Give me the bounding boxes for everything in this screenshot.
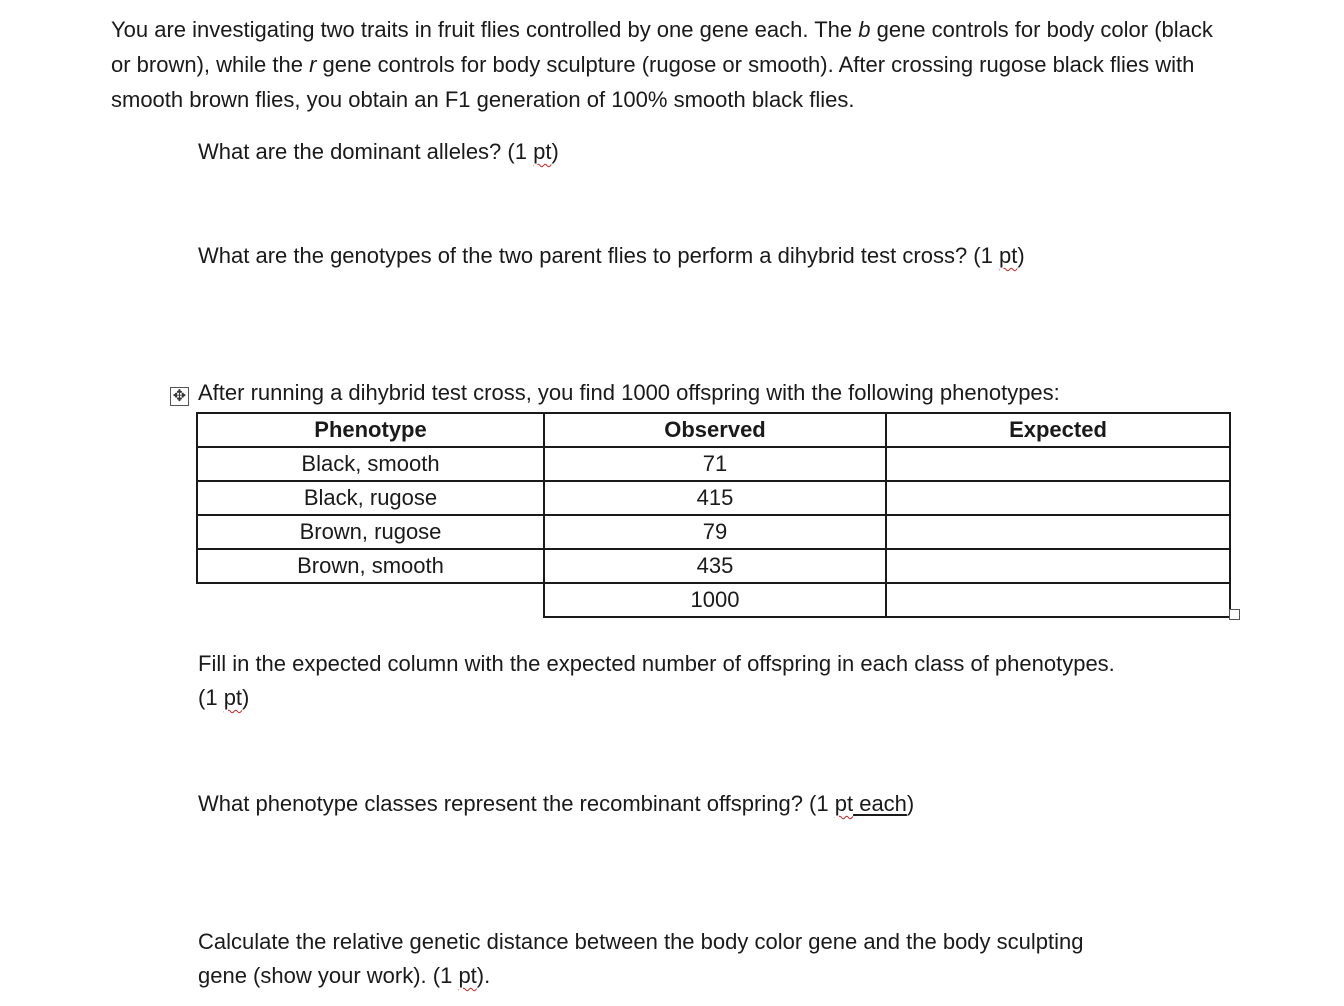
intro-paragraph — [111, 12, 1221, 117]
cell-phenotype: Black, rugose — [197, 481, 544, 515]
question-1-end: ) — [551, 139, 559, 164]
phenotype-table — [196, 412, 1231, 618]
question-5-end: ). — [476, 963, 491, 988]
intro-text-3: gene controls for body sculpture (rugose or smooth). After crossing rugose black flies with smooth brown flies, you obtain an F1 generation of 100% smooth black flies. — [111, 52, 1195, 112]
cell-observed: 79 — [544, 515, 886, 549]
question-expected-column — [198, 647, 1115, 715]
cell-phenotype: Black, smooth — [197, 447, 544, 481]
cell-observed: 415 — [544, 481, 886, 515]
question-4-text: What phenotype classes represent the recombinant offspring? (1 — [198, 791, 835, 816]
table-total-row — [197, 583, 1230, 617]
question-2-pt: pt — [998, 243, 1018, 268]
intro-text-2: gene controls for body color (black or brown), while the — [111, 17, 1213, 77]
table-intro: After running a dihybrid test cross, you find 1000 offspring with the following phenotypes: — [198, 380, 1060, 405]
question-2-text: What are the genotypes of the two parent flies to perform a dihybrid test cross? (1 — [198, 243, 999, 268]
move-arrows-icon[interactable]: ✥ — [170, 387, 189, 406]
header-expected: Expected — [886, 413, 1230, 447]
question-5-text: Calculate the relative genetic distance between the body color gene and the body sculpting — [198, 929, 1084, 954]
table-row — [197, 481, 1230, 515]
cell-phenotype: Brown, smooth — [197, 549, 544, 583]
question-4-pt: pt — [834, 791, 854, 816]
question-parent-genotypes — [198, 239, 1025, 273]
intro-text-1: You are investigating two traits in fruit flies controlled by one gene each. The — [111, 17, 859, 42]
cell-phenotype: Brown, rugose — [197, 515, 544, 549]
gene-b-label: b — [858, 17, 871, 42]
question-5-pt: pt — [458, 963, 477, 988]
table-header-row — [197, 413, 1230, 447]
question-1-text: What are the dominant alleles? (1 — [198, 139, 534, 164]
question-1-pt: pt — [533, 139, 552, 164]
cell-observed: 435 — [544, 549, 886, 583]
header-observed: Observed — [544, 413, 886, 447]
header-phenotype: Phenotype — [197, 413, 544, 447]
table-row — [197, 447, 1230, 481]
question-3-pt: pt — [223, 685, 243, 710]
question-5-text-2: gene (show your work). (1 — [198, 963, 459, 988]
cell-total-expected[interactable] — [886, 583, 1230, 617]
question-2-end: ) — [1017, 243, 1025, 268]
cell-expected[interactable] — [886, 549, 1230, 583]
resize-handle-icon[interactable] — [1229, 609, 1240, 620]
question-4-end: ) — [906, 791, 915, 816]
question-dominant-alleles — [198, 135, 559, 169]
question-recombinant-classes — [198, 787, 914, 821]
cell-expected[interactable] — [886, 447, 1230, 481]
gene-r-label: r — [309, 52, 317, 77]
cell-observed: 71 — [544, 447, 886, 481]
question-4-each: each — [853, 791, 907, 816]
table-row — [197, 515, 1230, 549]
cell-blank — [197, 583, 544, 617]
question-3-text-2: (1 — [198, 685, 224, 710]
table-row — [197, 549, 1230, 583]
question-genetic-distance — [198, 925, 1083, 993]
cell-expected[interactable] — [886, 515, 1230, 549]
cell-total-observed: 1000 — [544, 583, 886, 617]
question-3-end: ) — [242, 685, 250, 710]
question-3-text: Fill in the expected column with the expected number of offspring in each class of phenotypes. — [198, 651, 1115, 676]
cell-expected[interactable] — [886, 481, 1230, 515]
